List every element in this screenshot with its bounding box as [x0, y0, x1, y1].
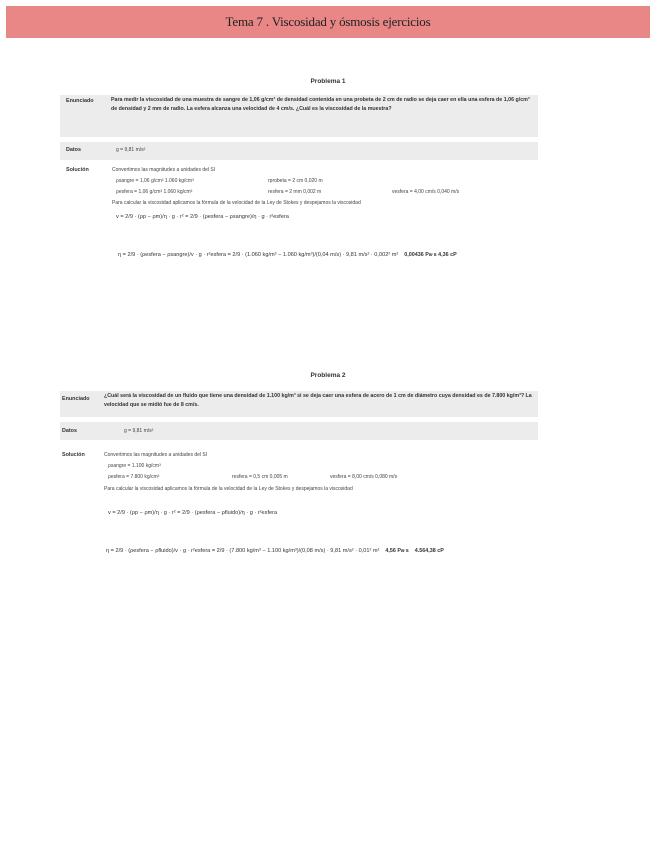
problem-1-result: 0,00436 Pa·s 4,36 cP [404, 252, 457, 258]
problem-1-velocity-sphere: vesfera = 4,00 cm/s 0,040 m/s [392, 189, 460, 195]
problem-2-solucion-label: Solución [62, 452, 85, 458]
problem-2-velocity-sphere: vesfera = 8,00 cm/s 0,080 m/s [330, 474, 398, 480]
problem-1-datos-label: Datos [66, 147, 81, 153]
problem-2-datos-label: Datos [62, 428, 77, 434]
page-header [6, 6, 650, 38]
problem-2-title: Problema 2 [310, 372, 346, 379]
problem-2-result-pas: 4,56 Pa·s [385, 548, 409, 554]
problem-1-density-blood: ρsangre = 1,06 g/cm³ 1.060 kg/cm³ [116, 178, 194, 184]
problem-1-enunciado-label: Enunciado [66, 98, 94, 104]
problem-2-gravity: g = 9,81 m/s² [124, 428, 154, 434]
problem-1-density-sphere: ρesfera = 1,06 g/cm³ 1.060 kg/cm³ [116, 189, 193, 195]
problem-2-density-sphere: ρesfera = 7.800 kg/cm³ [108, 474, 160, 480]
problem-1-stokes-text: Para calcular la viscosidad aplicamos la fórmula de la velocidad de la Ley de Stokes y despejamos la viscosidad [112, 200, 361, 206]
page-title: Tema 7 . Viscosidad y ósmosis ejercicios [225, 14, 431, 29]
problem-2-result-cp: 4.564,38 cP [414, 548, 444, 554]
problem-1-convert-text: Convertimos las magnitudes a unidades del SI [112, 167, 216, 173]
problem-1-radius-sphere: resfera = 2 mm 0,002 m [268, 189, 322, 195]
problem-2-stokes-text: Para calcular la viscosidad aplicamos la fórmula de la velocidad de la Ley de Stokes y despejamos la viscosidad [104, 486, 353, 492]
problem-2-convert-text: Convertimos las magnitudes a unidades del SI [104, 452, 208, 458]
problem-2-enunciado-label: Enunciado [62, 396, 90, 402]
problem-2-equation-velocity: v = 2/9 · (ρp − ρm)/η · g · r² = 2/9 · (ρesfera − ρfluido)/η · g · r²esfera [108, 510, 278, 516]
problem-1-solucion-label: Solución [66, 167, 89, 173]
problem-2-radius-sphere: resfera = 0,5 cm 0,005 m [232, 474, 288, 480]
problem-2-equation-viscosity: η = 2/9 · (ρesfera − ρfluido)/v · g · r²esfera = 2/9 · (7.800 kg/m³ − 1.100 kg/m³)/(0,08 m/s) · 9,81 m/s² · 0,01² m² 4,56 Pa·s 4.564,38 cP [106, 548, 444, 554]
problem-2-statement: ¿Cuál será la viscosidad de un fluido que tiene una densidad de 1.100 kg/m³ si se deja caer una esfera de acero de 1 cm de diámetro cuya densidad es de 7.800 kg/m³? La velocidad que se midió fue de 8 cm/s. [104, 393, 532, 408]
problem-1-equation-viscosity: η = 2/9 · (ρesfera − ρsangre)/v · g · r²esfera = 2/9 · (1.060 kg/m³ − 1.060 kg/m³)/(0,04 m/s) · 9,81 m/s² · 0,002² m² 0,00436 Pa·s 4,36 cP [118, 252, 457, 258]
problem-2-density-fluid: ρsangre = 1.100 kg/cm³ [108, 463, 161, 469]
problem-1-radius-tube: rprobeta = 2 cm 0,020 m [268, 178, 323, 184]
problem-1-statement: Para medir la viscosidad de una muestra de sangre de 1,06 g/cm³ de densidad contenida en una probeta de 2 cm de radio se deja caer en ella una esfera de 1,06 g/cm³ de densidad y 2 mm de radio. La esfera alcanza una velocidad de 4 cm/s. ¿Cuál es la viscosidad de la muestra? [111, 97, 530, 112]
problem-1-gravity: g = 9,81 m/s² [116, 147, 146, 153]
problem-1-title: Problema 1 [310, 78, 346, 85]
problem-1-equation-velocity: v = 2/9 · (ρp − ρm)/η · g · r² = 2/9 · (ρesfera − ρsangre)/η · g · r²esfera [116, 214, 289, 220]
